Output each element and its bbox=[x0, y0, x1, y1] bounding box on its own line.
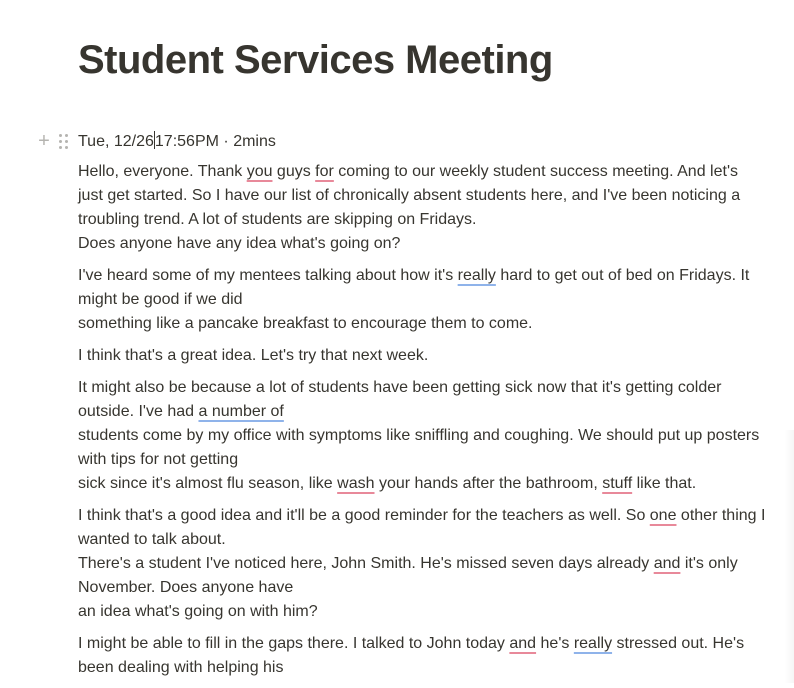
window-edge-shadow bbox=[784, 430, 794, 683]
text-line: just get started. So I have our list of chronically absent students here, and I've been noticing a bbox=[78, 187, 741, 204]
grammar-mark: really bbox=[457, 267, 496, 284]
text-line: with tips for not getting bbox=[78, 451, 239, 468]
text-line: troubling trend. A lot of students are skipping on Fridays. bbox=[78, 211, 477, 228]
text-line: I've heard some of my mentees talking about how it's really hard to get out of bed on Fridays. It bbox=[78, 267, 750, 284]
recording-meta[interactable] bbox=[78, 131, 276, 151]
text-line: an idea what's going on with him? bbox=[78, 603, 318, 620]
recording-date: Tue, 12/26 bbox=[78, 133, 154, 150]
meta-separator: · bbox=[223, 133, 229, 150]
text-line: wanted to talk about. bbox=[78, 531, 226, 548]
text-line: November. Does anyone have bbox=[78, 579, 294, 596]
transcript-paragraph[interactable] bbox=[78, 376, 786, 496]
spellcheck-mark: you bbox=[246, 163, 273, 180]
transcript-paragraph[interactable] bbox=[78, 160, 786, 256]
transcript-paragraph[interactable] bbox=[78, 264, 786, 336]
text-line: been dealing with helping his bbox=[78, 659, 284, 676]
plus-icon[interactable]: + bbox=[38, 129, 50, 152]
recording-duration: 2mins bbox=[233, 133, 276, 150]
meta-block bbox=[34, 129, 276, 153]
text-line: something like a pancake breakfast to encourage them to come. bbox=[78, 315, 533, 332]
text-line: outside. I've had a number of bbox=[78, 403, 284, 420]
spellcheck-mark: stuff bbox=[602, 475, 633, 492]
spellcheck-mark: wash bbox=[337, 475, 375, 492]
spellcheck-mark: for bbox=[315, 163, 334, 180]
text-line: I think that's a great idea. Let's try that next week. bbox=[78, 347, 429, 364]
drag-handle-icon[interactable] bbox=[54, 131, 72, 151]
spellcheck-mark: and bbox=[509, 635, 537, 652]
text-line: might be good if we did bbox=[78, 291, 243, 308]
grammar-mark: really bbox=[573, 635, 613, 652]
transcript[interactable] bbox=[78, 160, 786, 688]
text-line: It might also be because a lot of students have been getting sick now that it's getting colder bbox=[78, 379, 722, 396]
transcript-paragraph[interactable] bbox=[78, 632, 786, 680]
grammar-mark: a number of bbox=[198, 403, 284, 420]
text-line: Hello, everyone. Thank you guys for coming to our weekly student success meeting. And let's bbox=[78, 163, 738, 180]
transcript-paragraph[interactable] bbox=[78, 344, 786, 368]
spellcheck-mark: and bbox=[653, 555, 681, 572]
transcript-paragraph[interactable] bbox=[78, 504, 786, 624]
text-line: Does anyone have any idea what's going on? bbox=[78, 235, 401, 252]
text-line: sick since it's almost flu season, like wash your hands after the bathroom, stuff like that. bbox=[78, 475, 697, 492]
recording-time: 17:56PM bbox=[154, 133, 219, 150]
text-line: I might be able to fill in the gaps there. I talked to John today and he's really stressed out. He's bbox=[78, 635, 745, 652]
spellcheck-mark: one bbox=[649, 507, 677, 524]
text-line: I think that's a good idea and it'll be a good reminder for the teachers as well. So one other thing I bbox=[78, 507, 766, 524]
page-title[interactable]: Student Services Meeting bbox=[78, 38, 553, 82]
text-line: students come by my office with symptoms like sniffling and coughing. We should put up posters bbox=[78, 427, 760, 444]
text-line: There's a student I've noticed here, John Smith. He's missed seven days already and it's only bbox=[78, 555, 738, 572]
